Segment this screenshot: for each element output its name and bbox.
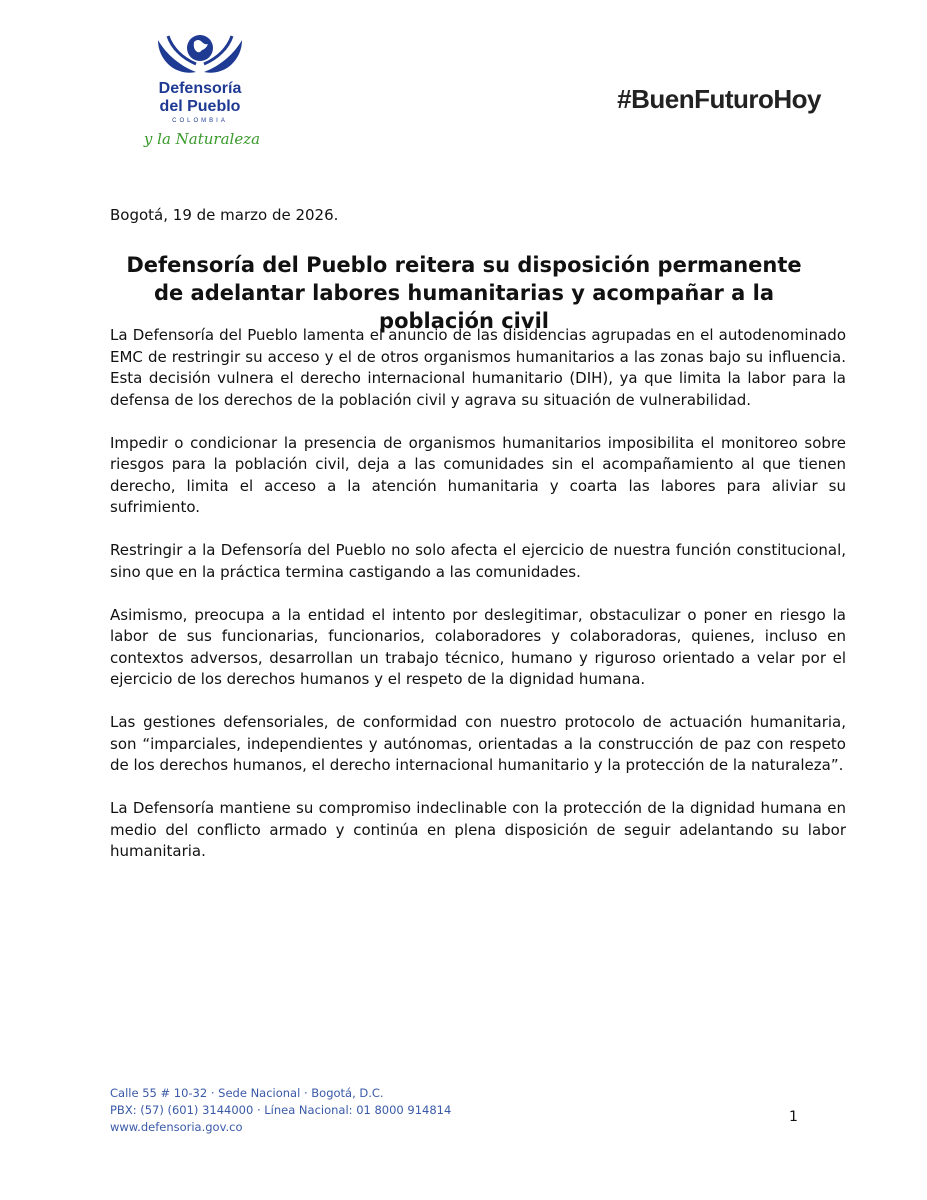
logo-org-line2: del Pueblo [159,98,241,115]
footer-phones: PBX: (57) (601) 3144000 · Línea Nacional: 01 8000 914814 [110,1103,452,1117]
campaign-hashtag: #BuenFuturoHoy [617,84,821,114]
logo-org-line1: Defensoría [158,80,242,97]
paragraph: Restringir a la Defensoría del Pueblo no solo afecta el ejercicio de nuestra función constitucional, sino que en la práctica termina castigando a las comunidades. [110,541,846,581]
page-number: 1 [789,1109,798,1125]
footer-website[interactable]: www.defensoria.gov.co [110,1120,243,1134]
paragraph: Las gestiones defensoriales, de conformidad con nuestro protocolo de actuación humanitaria, son “imparciales, independientes y autónomas, orientadas a la construcción de paz con respeto de los derechos humanos, el derecho internacional humanitario y la protección de la naturaleza”. [110,713,846,774]
logo-country: COLOMBIA [172,118,228,124]
document-body [110,325,846,884]
paragraph: La Defensoría mantiene su compromiso indeclinable con la protección de la dignidad humana en medio del conflicto armado y continúa en plena disposición de seguir adelantando su labor humanitaria. [110,799,846,860]
document-date: Bogotá, 19 de marzo de 2026. [110,206,339,224]
paragraph: Asimismo, preocupa a la entidad el intento por deslegitimar, obstaculizar o poner en riesgo la labor de sus funcionarias, funcionarios, colaboradores y colaboradoras, quienes, incluso en contextos adversos, desarrollan un trabajo técnico, humano y riguroso orientado a velar por el ejercicio de los derechos humanos y el respeto de la dignidad humana. [110,605,846,688]
hands-globe-emblem-icon [154,32,246,80]
document-title: Defensoría del Pueblo reitera su disposición permanente de adelantar labores humanitarias y acompañar a la población civil [126,253,802,333]
defensoria-logo [140,30,260,160]
footer-address: Calle 55 # 10-32 · Sede Nacional · Bogotá, D.C. [110,1086,384,1100]
paragraph: Impedir o condicionar la presencia de organismos humanitarios imposibilita el monitoreo sobre riesgos para la población civil, deja a las comunidades sin el acompañamiento al que tienen derecho, limita el acceso a la atención humanitaria y coarta las labores para aliviar su sufrimiento. [110,433,846,516]
paragraph: La Defensoría del Pueblo lamenta el anuncio de las disidencias agrupadas en el autodenominado EMC de restringir su acceso y el de otros organismos humanitarios a las zonas bajo su influencia. Esta decisión vulnera el derecho internacional humanitario (DIH), ya que limita la labor para la defensa de los derechos de la población civil y agrava su situación de vulnerabilidad. [110,326,846,409]
footer-contact [110,1085,451,1136]
logo-tagline: y la Naturaleza [143,130,261,148]
